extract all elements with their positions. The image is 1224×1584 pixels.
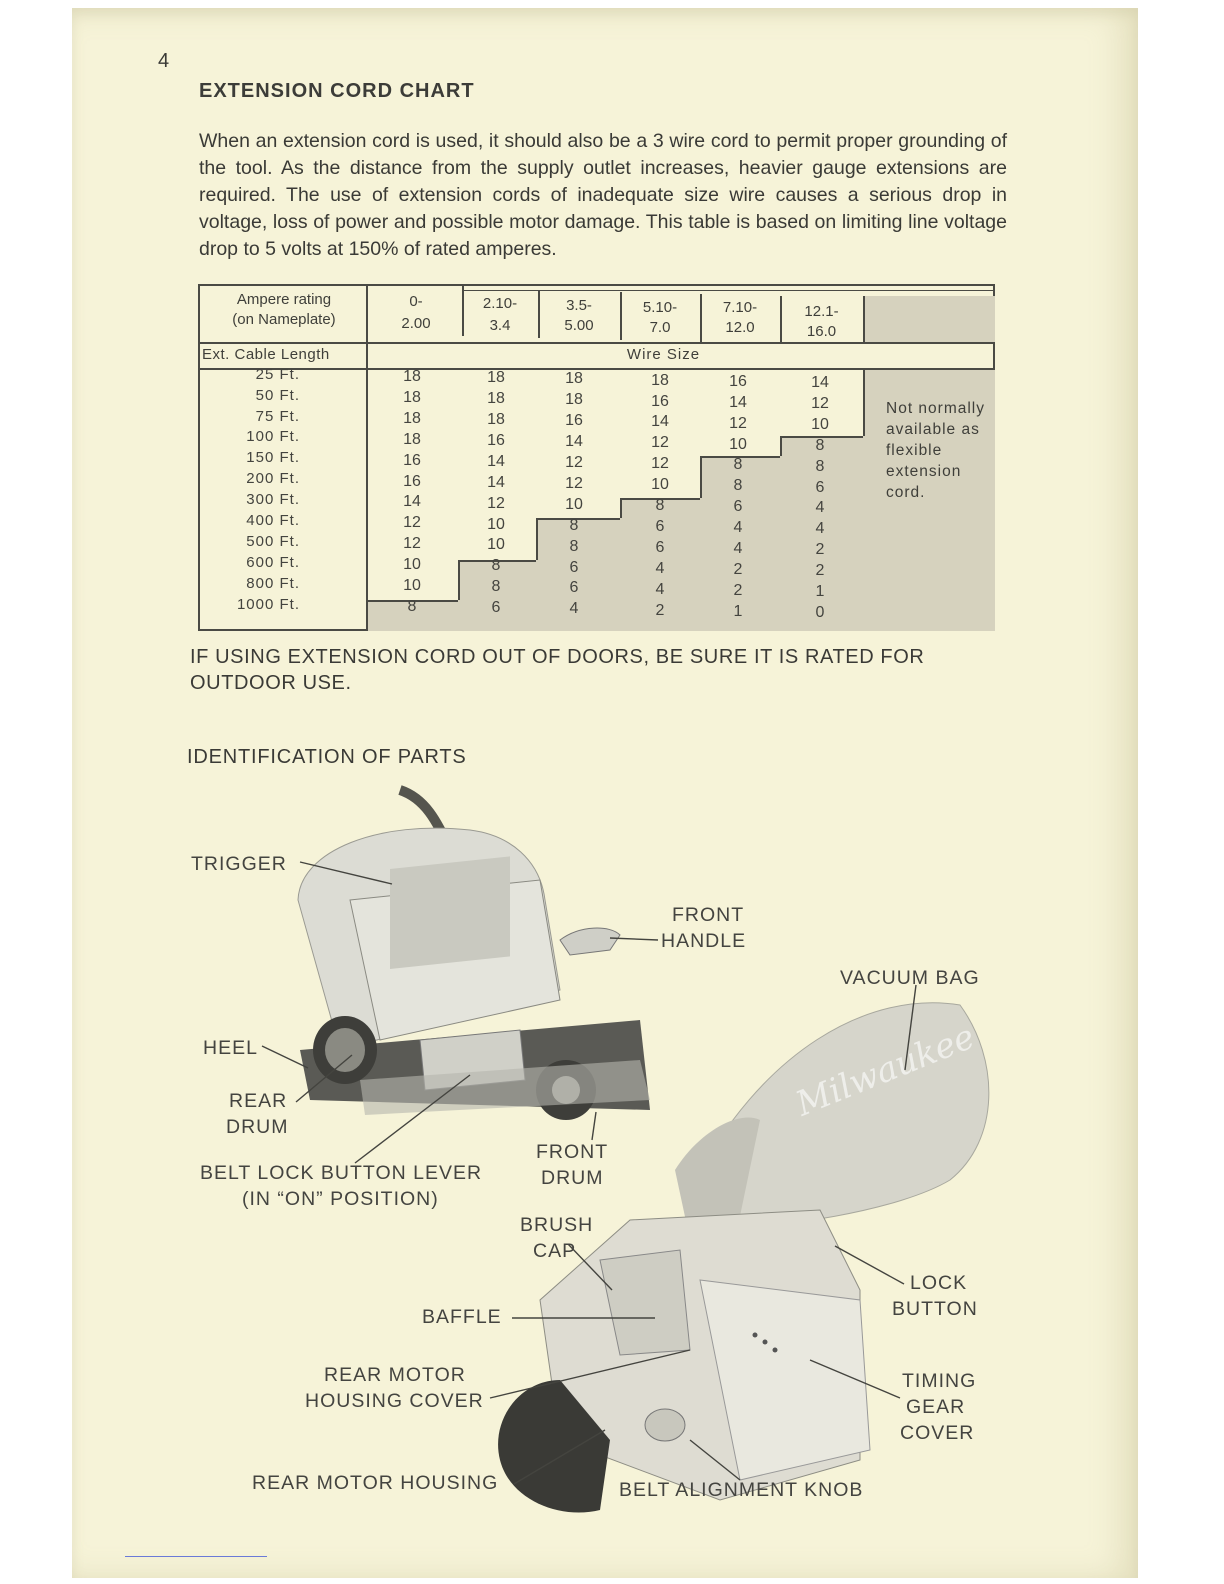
- wire-size-cell: 8: [569, 537, 579, 555]
- wire-size-cell: 14: [487, 452, 505, 470]
- wire-size-cell: 12: [487, 494, 505, 512]
- amp-range-bottom: 16.0: [806, 323, 837, 340]
- wire-size-cell: 18: [565, 370, 583, 388]
- length-label: 100 Ft.: [246, 428, 300, 445]
- wire-size-cell: 10: [487, 536, 505, 554]
- label-front-handle-2: HANDLE: [661, 930, 747, 952]
- header-ampere-rating: Ampere rating: [236, 291, 332, 308]
- wire-size-cell: 16: [403, 472, 421, 490]
- wire-size-cell: 14: [565, 433, 583, 451]
- label-timing-gear-3: COVER: [900, 1422, 975, 1444]
- wire-size-cell: 12: [403, 514, 421, 532]
- label-belt-alignment-knob: BELT ALIGNMENT KNOB: [619, 1479, 864, 1501]
- wire-size-cell: 8: [733, 456, 743, 474]
- label-rear-motor-cover-2: HOUSING COVER: [305, 1390, 484, 1412]
- wire-size-cell: 2: [733, 581, 743, 599]
- wire-size-cell: 18: [403, 388, 421, 406]
- label-lock-button-2: BUTTON: [892, 1298, 978, 1320]
- section-title: EXTENSION CORD CHART: [199, 80, 475, 102]
- parts-title: IDENTIFICATION OF PARTS: [187, 746, 467, 768]
- wire-size-cell: 10: [811, 415, 829, 433]
- label-lock-button-1: LOCK: [910, 1272, 968, 1294]
- wire-size-cell: 2: [815, 541, 825, 559]
- wire-size-cell: 16: [487, 431, 505, 449]
- wire-size-cell: 18: [487, 411, 505, 428]
- wire-size-cell: 8: [569, 516, 579, 534]
- amp-range-bottom: 3.4: [489, 317, 511, 334]
- label-rear-motor-housing: REAR MOTOR HOUSING: [252, 1472, 499, 1494]
- wire-size-cell: 12: [811, 394, 829, 412]
- wire-size-cell: 8: [815, 436, 825, 454]
- wire-size-cell: 4: [815, 499, 825, 517]
- amp-range-top: 0-: [409, 293, 423, 310]
- amp-range-bottom: 2.00: [401, 315, 431, 332]
- wire-size-cell: 10: [565, 495, 583, 513]
- label-heel: HEEL: [203, 1037, 258, 1059]
- wire-size-cell: 8: [655, 497, 665, 514]
- wire-size-cell: 6: [655, 517, 665, 535]
- wire-size-cell: 8: [733, 477, 743, 495]
- amp-range-top: 7.10-: [722, 299, 758, 316]
- wire-size-cell: 8: [407, 597, 417, 615]
- label-trigger: TRIGGER: [191, 853, 287, 875]
- length-label: 800 Ft.: [246, 575, 300, 592]
- wire-size-cell: 4: [655, 559, 665, 577]
- length-label: 300 Ft.: [246, 491, 300, 508]
- wire-size-cell: 8: [815, 457, 825, 475]
- wire-size-cell: 16: [729, 372, 747, 390]
- wire-size-cell: 12: [565, 474, 583, 492]
- belt-sander-illustration: [298, 790, 650, 1120]
- wire-size-cell: 2: [733, 560, 743, 578]
- wire-size-cell: 16: [403, 451, 421, 469]
- amp-range-bottom: 12.0: [725, 319, 755, 336]
- label-front-handle-1: FRONT: [672, 904, 745, 926]
- intro-paragraph: When an extension cord is used, it should also be a 3 wire cord to permit proper grounding of the tool. As the distance from the supply outlet increases, heavier gauge extensions are required. The use of extension cords of inadequate size wire causes a serious drop in voltage, loss of power and possible motor damage. This table is based on limiting line voltage drop to 5 volts at 150% of rated amperes.: [199, 130, 1007, 260]
- label-timing-gear-1: TIMING: [902, 1370, 977, 1392]
- wire-size-cell: 6: [655, 538, 665, 556]
- wire-size-cell: 6: [733, 498, 743, 516]
- wire-size-cell: 4: [569, 600, 579, 618]
- brand-mark: Milwaukee: [790, 1016, 981, 1125]
- wire-size-cell: 2: [655, 601, 665, 619]
- label-brush-cap-1: BRUSH: [520, 1214, 594, 1236]
- header-cable-length: Ext. Cable Length: [202, 346, 330, 363]
- wire-size-cell: 0: [815, 603, 825, 621]
- wire-size-cell: 10: [403, 556, 421, 574]
- wire-size-cell: 12: [565, 454, 583, 471]
- wire-size-cell: 14: [403, 493, 421, 511]
- wire-size-cell: 14: [811, 374, 829, 391]
- amp-range-bottom: 7.0: [649, 319, 671, 336]
- label-belt-lock-1: BELT LOCK BUTTON LEVER: [200, 1162, 483, 1184]
- header-on-nameplate: (on Nameplate): [232, 311, 336, 328]
- wire-size-cell: 18: [403, 430, 421, 448]
- label-vacuum-bag: VACUUM BAG: [840, 967, 980, 989]
- wire-size-cell: 18: [651, 371, 669, 389]
- label-baffle: BAFFLE: [422, 1306, 502, 1328]
- wire-size-cell: 12: [403, 535, 421, 553]
- wire-size-cell: 8: [491, 557, 501, 575]
- label-rear-motor-cover-1: REAR MOTOR: [324, 1364, 466, 1386]
- wire-size-cell: 18: [403, 368, 421, 385]
- length-label: 500 Ft.: [246, 533, 300, 550]
- wire-size-cell: 6: [569, 579, 579, 597]
- header-wire-size: Wire Size: [626, 346, 701, 363]
- wire-size-cell: 10: [651, 476, 669, 494]
- length-label: 400 Ft.: [246, 512, 300, 529]
- length-label: 1000 Ft.: [236, 596, 300, 613]
- wire-size-cell: 1: [815, 583, 825, 600]
- label-brush-cap-2: CAP: [533, 1240, 577, 1262]
- wire-size-cell: 6: [569, 558, 579, 576]
- wire-size-cell: 4: [655, 580, 665, 598]
- wire-size-cell: 12: [651, 455, 669, 473]
- length-label: 200 Ft.: [246, 470, 300, 487]
- wire-size-cell: 12: [729, 414, 747, 432]
- wire-size-cell: 18: [403, 409, 421, 427]
- wire-size-cell: 18: [565, 391, 583, 409]
- wire-size-cell: 4: [733, 519, 743, 537]
- wire-size-cell: 10: [487, 515, 505, 533]
- amp-range-bottom: 5.00: [564, 317, 594, 334]
- wire-size-cell: 6: [815, 478, 825, 496]
- wire-size-cell: 18: [487, 369, 505, 387]
- wire-size-cell: 2: [815, 562, 825, 580]
- amp-range-top: 2.10-: [482, 295, 518, 312]
- wire-size-cell: 6: [491, 599, 501, 617]
- amp-range-top: 3.5-: [566, 297, 592, 314]
- label-front-drum-2: DRUM: [541, 1167, 604, 1189]
- not-available-note: Not normally available as flexible extension cord.: [886, 400, 985, 501]
- wire-size-cell: 14: [487, 473, 505, 491]
- label-front-drum-1: FRONT: [536, 1141, 609, 1163]
- wire-size-cell: 14: [651, 413, 669, 431]
- wire-size-cell: 18: [487, 390, 505, 408]
- wire-size-cell: 16: [565, 412, 583, 430]
- length-label: 50 Ft.: [255, 387, 300, 404]
- footer-rule: [125, 1556, 267, 1557]
- wire-size-cell: 8: [491, 578, 501, 596]
- length-label: 75 Ft.: [255, 408, 300, 425]
- label-rear-drum-1: REAR: [229, 1090, 288, 1112]
- length-label: 150 Ft.: [246, 449, 300, 466]
- wire-size-cell: 1: [733, 602, 743, 620]
- wire-size-cell: 10: [729, 435, 747, 453]
- page-number: 4: [158, 50, 170, 72]
- length-label: 25 Ft.: [255, 366, 300, 383]
- length-label: 600 Ft.: [246, 554, 300, 571]
- wire-size-cell: 16: [651, 392, 669, 410]
- amp-range-top: 12.1-: [804, 303, 839, 320]
- label-belt-lock-2: (IN “ON” POSITION): [242, 1188, 439, 1210]
- amp-range-top: 5.10-: [642, 299, 678, 316]
- label-timing-gear-2: GEAR: [906, 1396, 966, 1418]
- wire-size-cell: 10: [403, 577, 421, 594]
- wire-size-cell: 14: [729, 393, 747, 411]
- label-rear-drum-2: DRUM: [226, 1116, 289, 1138]
- wire-size-cell: 12: [651, 434, 669, 452]
- wire-size-cell: 4: [815, 520, 825, 538]
- wire-size-cell: 4: [733, 540, 743, 557]
- outdoor-warning: IF USING EXTENSION CORD OUT OF DOORS, BE SURE IT IS RATED FOR OUTDOOR USE.: [190, 646, 925, 694]
